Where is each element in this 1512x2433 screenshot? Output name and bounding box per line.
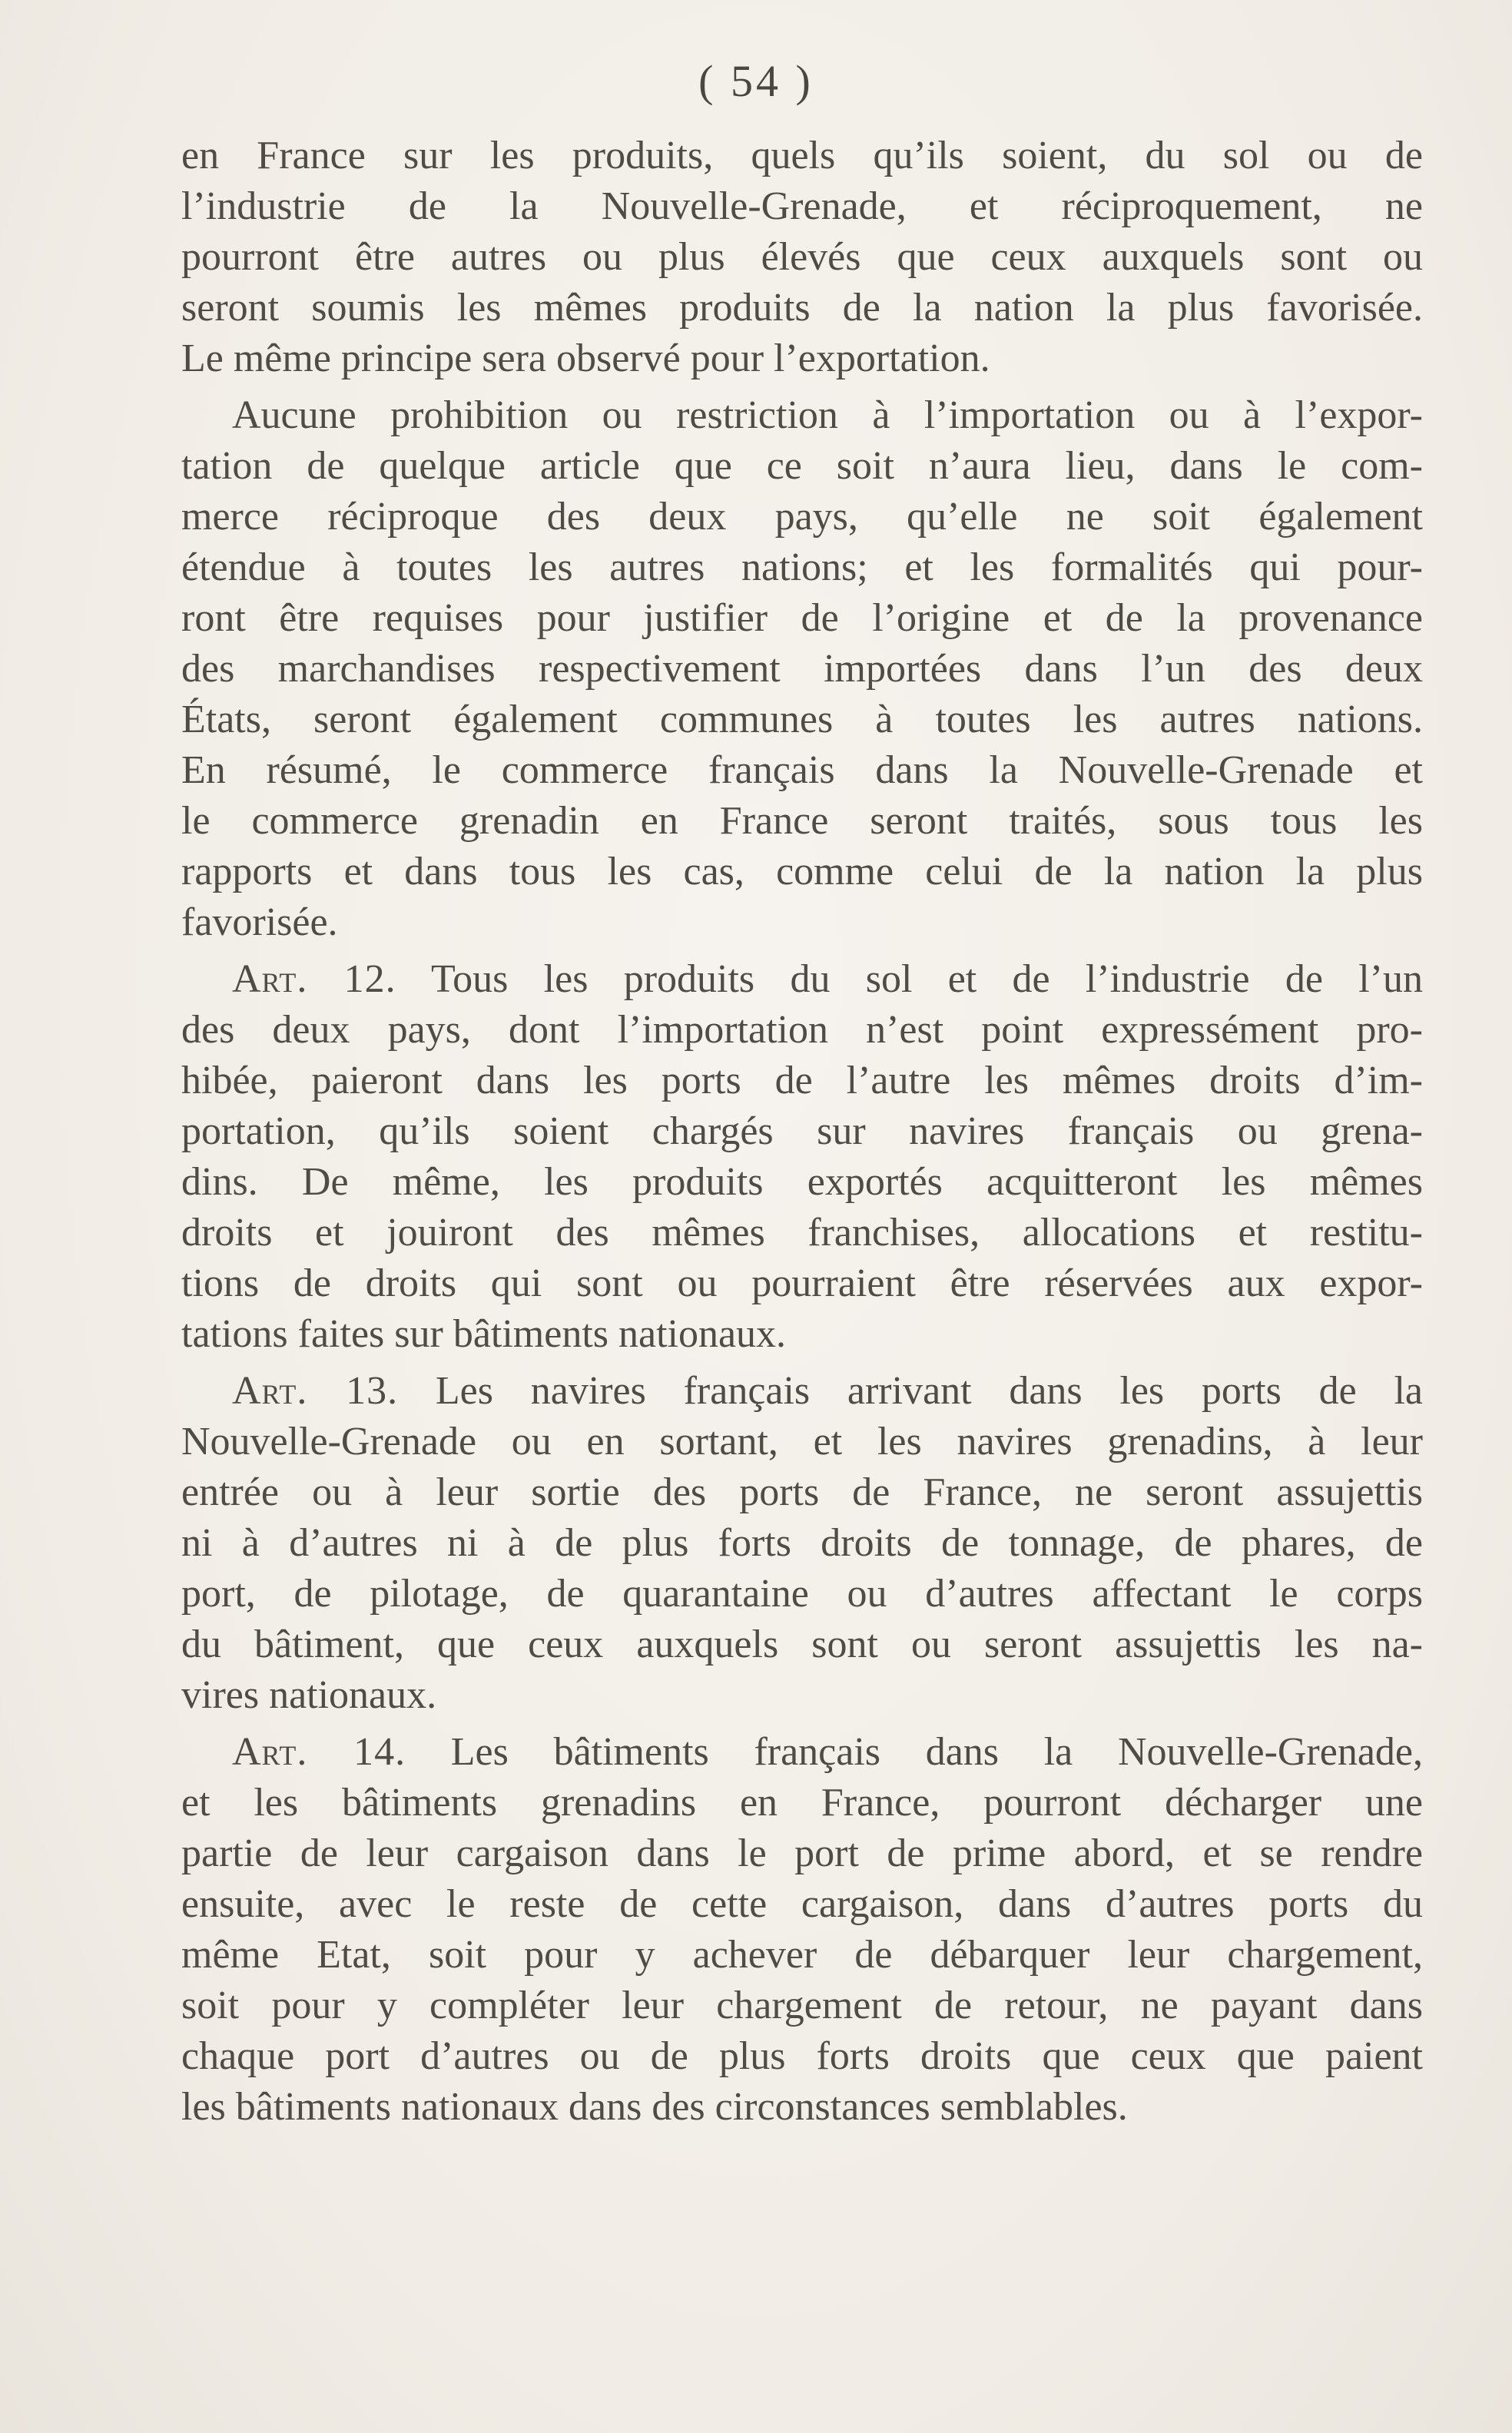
text-line: ni à d’autres ni à de plus forts droits de tonnage, de phares, de — [181, 1521, 1423, 1565]
text-line: favorisée. — [181, 900, 338, 944]
text-line: l’industrie de la Nouvelle-Grenade, et réciproquement, ne — [181, 184, 1423, 228]
text-line: pourront être autres ou plus élevés que ceux auxquels sont ou — [181, 235, 1423, 279]
article-12 — [181, 954, 1423, 1360]
text-line: tions de droits qui sont ou pourraient être réservées aux expor- — [181, 1261, 1423, 1305]
text-line: hibée, paieront dans les ports de l’autre les mêmes droits d’im- — [181, 1059, 1423, 1102]
text-line: vires nationaux. — [181, 1673, 437, 1717]
text-line: port, de pilotage, de quarantaine ou d’autres affectant le corps — [181, 1572, 1423, 1616]
text-line: tations faites sur bâtiments nationaux. — [181, 1312, 787, 1356]
text-line: des marchandises respectivement importées dans l’un des deux — [181, 647, 1423, 691]
text-line: portation, qu’ils soient chargés sur navires français ou grena- — [181, 1109, 1423, 1153]
text-line: les bâtiments nationaux dans des circonstances semblables. — [181, 2085, 1128, 2129]
text-line: partie de leur cargaison dans le port de prime abord, et se rendre — [181, 1831, 1423, 1875]
text-line: En résumé, le commerce français dans la Nouvelle-Grenade et — [181, 748, 1423, 792]
article-heading: Art. 14. — [232, 1730, 406, 1774]
text-line: en France sur les produits, quels qu’ils soient, du sol ou de — [181, 134, 1423, 177]
body-text — [181, 131, 1423, 2139]
text-line — [181, 1366, 1423, 1417]
page-number: ( 54 ) — [698, 56, 814, 106]
text-line: Le même principe sera observé pour l’exportation. — [181, 336, 990, 380]
text-line: soit pour y compléter leur chargement de retour, ne payant dans — [181, 1984, 1423, 2027]
text-line: étendue à toutes les autres nations; et les formalités qui pour- — [181, 545, 1423, 589]
text-line — [181, 954, 1423, 1005]
text-line: et les bâtiments grenadins en France, pourront décharger une — [181, 1781, 1423, 1825]
text-line: merce réciproque des deux pays, qu’elle ne soit également — [181, 495, 1423, 539]
text-line: le commerce grenadin en France seront traités, sous tous les — [181, 799, 1423, 843]
text-line: chaque port d’autres ou de plus forts droits que ceux que paient — [181, 2034, 1423, 2078]
text-line: Nouvelle-Grenade ou en sortant, et les navires grenadins, à leur — [181, 1420, 1423, 1463]
paragraph-prohibition — [181, 390, 1423, 948]
text-line: ensuite, avec le reste de cette cargaison, dans d’autres ports du — [181, 1882, 1423, 1926]
text-line: droits et jouiront des mêmes franchises, allocations et restitu- — [181, 1211, 1423, 1255]
article-heading: Art. 13. — [232, 1369, 399, 1413]
text-line: des deux pays, dont l’importation n’est point expressément pro- — [181, 1008, 1423, 1052]
article-text: Les bâtiments français dans la Nouvelle-Grenade, — [450, 1730, 1423, 1774]
paragraph-continuation — [181, 131, 1423, 384]
text-line: Aucune prohibition ou restriction à l’importation ou à l’expor- — [232, 393, 1423, 437]
article-13 — [181, 1366, 1423, 1721]
text-line: seront soumis les mêmes produits de la nation la plus favorisée. — [181, 286, 1423, 330]
text-line: tation de quelque article que ce soit n’aura lieu, dans le com- — [181, 444, 1423, 488]
article-14 — [181, 1727, 1423, 2133]
text-line — [181, 1727, 1423, 1778]
text-line: même Etat, soit pour y achever de débarquer leur chargement, — [181, 1933, 1423, 1977]
text-line: États, seront également communes à toutes les autres nations. — [181, 698, 1423, 741]
text-line: du bâtiment, que ceux auxquels sont ou seront assujettis les na- — [181, 1623, 1423, 1666]
text-line: ront être requises pour justifier de l’origine et de la provenance — [181, 596, 1423, 640]
text-line: entrée ou à leur sortie des ports de France, ne seront assujettis — [181, 1470, 1423, 1514]
article-heading: Art. 12. — [232, 957, 396, 1001]
article-text: Tous les produits du sol et de l’industrie de l’un — [431, 957, 1424, 1001]
text-line: dins. De même, les produits exportés acquitteront les mêmes — [181, 1160, 1423, 1204]
article-text: Les navires français arrivant dans les ports de la — [435, 1369, 1423, 1413]
text-line: rapports et dans tous les cas, comme celui de la nation la plus — [181, 850, 1423, 893]
